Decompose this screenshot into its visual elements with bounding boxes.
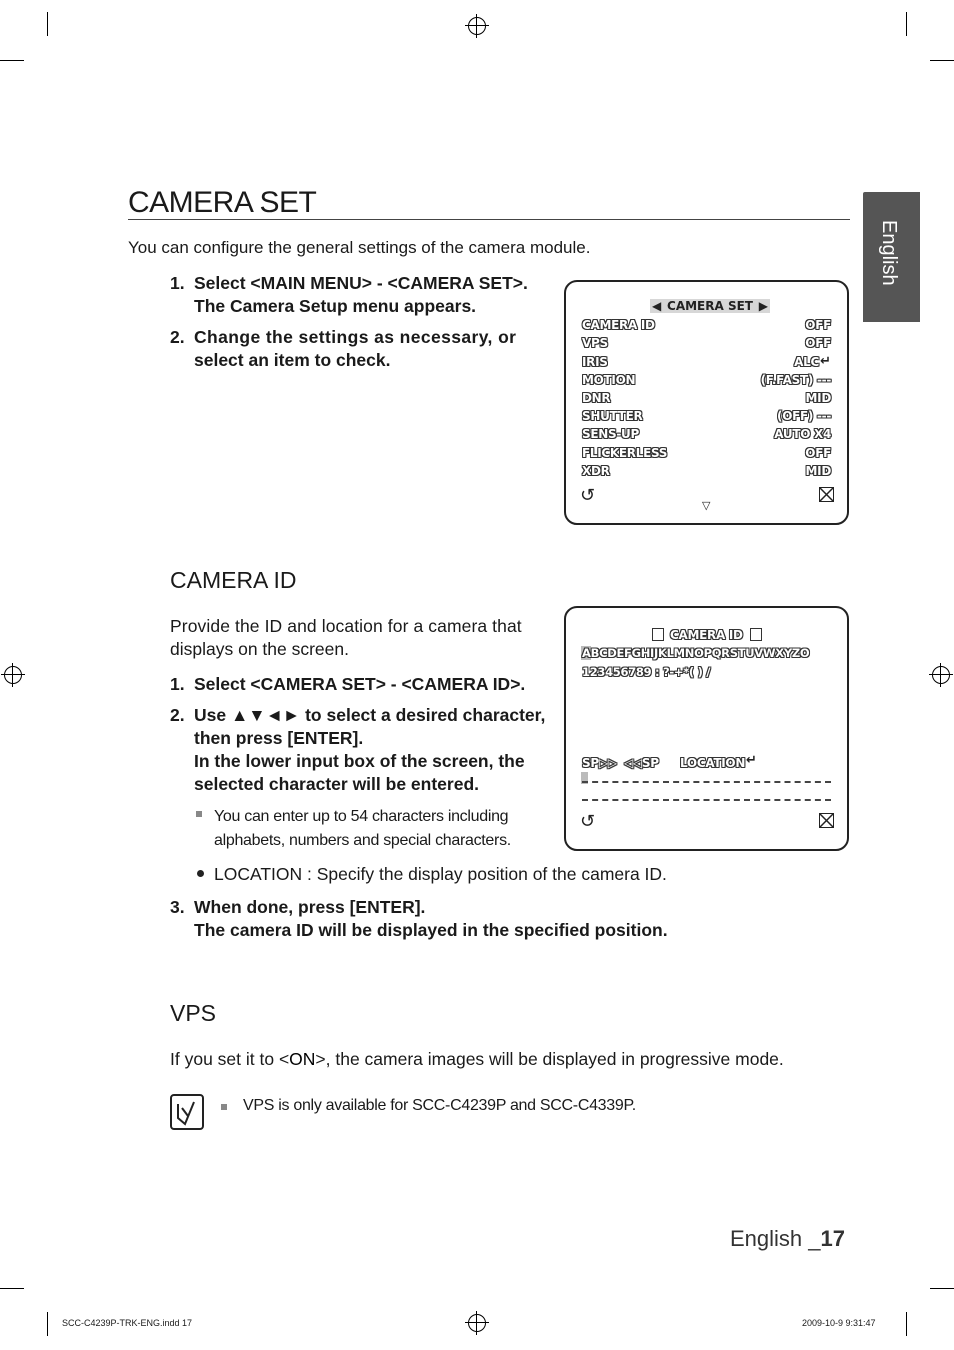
intro-text: You can configure the general settings of the camera module.	[128, 238, 591, 257]
crop-mark	[930, 1288, 954, 1289]
scroll-down-icon: ▽	[702, 499, 711, 512]
osd-row: FLICKERLESS OFF	[582, 446, 831, 460]
camera-id-step-2: 2. Use ▲▼◄► to select a desired character, then press [ENTER]. In the lower input box of the screen, the selected character will be entered.	[170, 705, 546, 794]
camera-id-step-1: 1. Select <CAMERA SET> - <CAMERA ID>.	[170, 674, 526, 694]
osd-header: CAMERA ID	[670, 628, 743, 642]
input-line-2	[582, 799, 831, 801]
osd-row: DNR MID	[582, 391, 831, 405]
osd-row: CAMERA ID OFF	[582, 318, 831, 332]
osd-location: LOCATION	[680, 756, 746, 770]
arrow-right-icon: ▶	[758, 299, 768, 313]
exit-icon	[819, 487, 834, 502]
camera-id-desc-line2: displays on the screen.	[170, 639, 349, 659]
note-bullet-icon	[221, 1104, 227, 1110]
registration-mark-icon	[468, 17, 486, 35]
osd-row: SHUTTER (OFF) ---	[582, 409, 831, 423]
crop-mark	[0, 60, 24, 61]
camera-id-heading: CAMERA ID	[170, 567, 297, 593]
osd-row: IRIS ALC ↵	[582, 354, 831, 369]
step-2: 2. Change the settings as necessary, or select an item to check.	[170, 327, 517, 370]
footer-file: SCC-C4239P-TRK-ENG.indd 17	[62, 1318, 193, 1328]
title-underline	[128, 219, 850, 220]
page-title: CAMERA SET	[128, 186, 317, 219]
note-icon	[170, 1094, 204, 1130]
crop-mark	[47, 12, 48, 36]
crop-mark	[906, 12, 907, 36]
location-bullet-text: LOCATION : Specify the display position of the camera ID.	[214, 864, 667, 884]
crop-mark	[47, 1312, 48, 1336]
vps-note: VPS is only available for SCC-C4239P and SCC-C4339P.	[243, 1097, 636, 1114]
osd-row: MOTION (F.FAST) ---	[582, 373, 831, 387]
camera-id-note-line1: You can enter up to 54 characters including	[214, 808, 509, 825]
vps-text: If you set it to <ON>, the camera images will be displayed in progressive mode.	[170, 1049, 784, 1069]
osd-digit-row: 123456789 : ?-+*( ) /	[582, 665, 711, 679]
footer-date: 2009-10-9 9:31:47	[802, 1318, 876, 1328]
back-icon: ↺	[580, 485, 596, 506]
arrow-left-icon: ◀	[652, 299, 662, 313]
enter-arrow-icon: ↵	[746, 753, 757, 768]
osd-alphabet-row: ABCDEFGHIJKLMNOPQRSTUVWXYZO	[582, 646, 810, 660]
page-number: English _17	[730, 1226, 845, 1251]
crop-mark	[0, 1288, 24, 1289]
arrow-right-icon	[750, 628, 762, 641]
osd-row: VPS OFF	[582, 336, 831, 350]
note-bullet-icon	[196, 811, 202, 817]
bullet-icon	[197, 870, 204, 877]
camera-id-osd-screen	[564, 606, 849, 851]
camera-id-note-line2: alphabets, numbers and special characters.	[214, 832, 511, 849]
exit-icon	[819, 813, 834, 828]
camera-set-osd-screen	[564, 280, 849, 525]
back-icon: ↺	[580, 811, 596, 832]
crop-mark	[906, 1312, 907, 1336]
registration-mark-icon	[468, 1314, 486, 1332]
crop-mark	[930, 60, 954, 61]
registration-mark-icon	[932, 666, 950, 684]
input-line-1	[582, 781, 831, 783]
enter-arrow-icon: ↵	[820, 354, 831, 369]
side-tab-label: English	[878, 220, 900, 286]
registration-mark-icon	[4, 666, 22, 684]
camera-id-desc-line1: Provide the ID and location for a camera that	[170, 616, 522, 636]
osd-row: XDR MID	[582, 464, 831, 478]
osd-space-right: SP▷▷	[582, 756, 617, 770]
camera-id-step-3: 3. When done, press [ENTER]. The camera ID will be displayed in the specified position.	[170, 897, 668, 940]
side-language-tab	[863, 192, 920, 322]
step-1: 1. Select <MAIN MENU> - <CAMERA SET>. The Camera Setup menu appears.	[170, 273, 528, 316]
osd-space-left: ◁◁SP	[624, 756, 659, 770]
osd-row: SENS-UP AUTO X4	[582, 427, 831, 441]
osd-header: ◀ CAMERA SET ▶	[652, 299, 768, 313]
arrow-left-icon	[652, 628, 664, 641]
vps-heading: VPS	[170, 1000, 217, 1026]
